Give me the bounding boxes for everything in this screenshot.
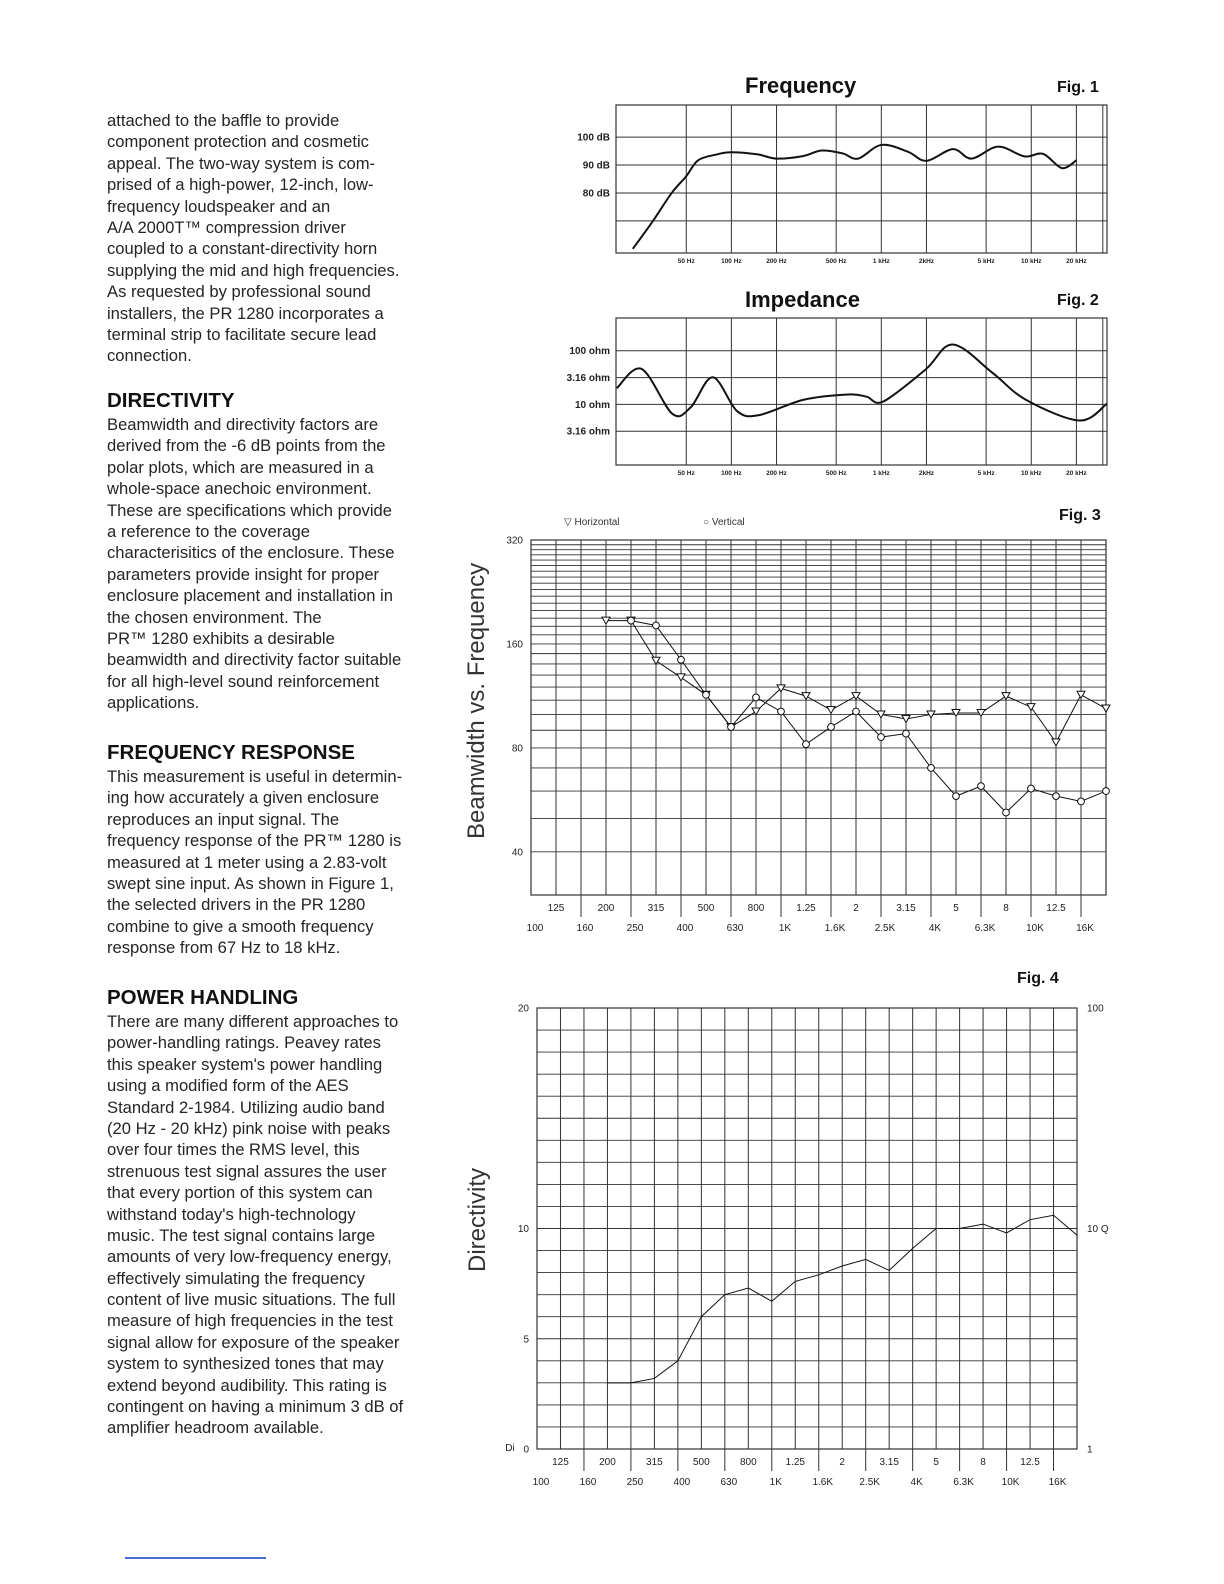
section-body [107,414,447,713]
fig3-plot-frame [531,540,1106,895]
fig3-x-tick-label: 160 [576,923,594,934]
legend-vertical-label: Vertical [711,517,745,528]
fig3-horizontal-point [752,708,760,715]
fig3-vertical-point [728,724,735,731]
fig4-right-tick-label: 10 Q [1087,1224,1109,1235]
text-line: power-handling ratings. Peavey rates [107,1033,381,1053]
text-line: frequency response of the PR™ 1280 is [107,831,402,851]
section-body [107,110,447,367]
legend-horizontal-label: Horizontal [574,517,620,528]
fig3-vertical-point [903,730,910,737]
text-line: beamwidth and directivity factor suitable [107,650,402,670]
fig2-title: Impedance [745,287,860,312]
fig4-x-tick-label: 16K [1048,1477,1067,1488]
section-body [107,1011,447,1439]
fig4-y-tick-label: 20 [517,1003,529,1015]
text-line: response from 67 Hz to 18 kHz. [107,938,341,958]
text-line: applications. [107,693,200,713]
fig3-horizontal-point [802,693,810,700]
fig1-y-tick-label: 90 dB [582,160,610,172]
fig3-vertical-point [878,734,885,741]
text-line: polar plots, which are measured in a [107,457,374,477]
fig3-x-tick-label: 500 [697,903,715,914]
text-line: over four times the RMS level, this [107,1140,360,1160]
fig4-y-tick-label: 10 [517,1224,529,1235]
section-body [107,766,447,959]
fig4-x-tick-label: 630 [720,1477,738,1488]
fig3-y-tick-label: 40 [511,847,523,859]
fig3-vertical-point [953,793,960,800]
fig3-y-tick-label: 160 [506,639,523,651]
fig4-x-tick-label: 2 [839,1457,845,1468]
fig3-label: Fig. 3 [1059,507,1101,524]
fig3-x-tick-label: 200 [597,903,615,914]
text-line: swept sine input. As shown in Figure 1, [107,873,394,893]
text-line: strenuous test signal assures the user [107,1161,387,1181]
fig1-x-tick-label: 10 kHz [1020,258,1042,265]
fig2-label: Fig. 2 [1057,292,1099,309]
fig1-plot-frame [616,105,1107,253]
text-line: connection. [107,346,192,366]
fig3-x-tick-label: 8 [1003,903,1009,914]
text-line: music. The test signal contains large [107,1225,376,1245]
fig3-vertical-point [703,691,710,698]
text-line: using a modified form of the AES [107,1076,349,1096]
fig3-y-tick-label: 80 [511,743,523,755]
fig3-x-tick-label: 12.5 [1046,903,1066,914]
fig2-y-tick-label: 100 ohm [569,346,610,358]
text-line: enclosure placement and installation in [107,586,393,606]
fig4-x-tick-label: 160 [579,1477,597,1488]
fig4-x-tick-label: 1.25 [785,1457,805,1468]
fig2-x-tick-label: 100 Hz [721,470,742,477]
fig3-vertical-point [853,708,860,715]
fig3-vertical-point [753,694,760,701]
fig3-vertical-point [1103,788,1110,795]
text-line: (20 Hz - 20 kHz) pink noise with peaks [107,1118,391,1138]
fig4-x-tick-label: 3.15 [879,1457,899,1468]
fig2-x-tick-label: 5 kHz [977,470,995,477]
fig4-x-tick-label: 8 [980,1457,986,1468]
fig3-vertical-point [1053,793,1060,800]
fig2-x-tick-label: 500 Hz [825,470,847,477]
text-line: for all high-level sound reinforcement [107,671,380,691]
fig3-x-tick-label: 6.3K [974,923,996,934]
fig4-x-tick-label: 500 [693,1457,710,1468]
fig2-x-tick-label: 200 Hz [766,470,787,477]
fig3-x-tick-label: 2.5K [874,923,896,934]
text-line: characterisitics of the enclosure. These [107,543,395,563]
text-line: prised of a high-power, 12-inch, low- [107,175,374,195]
fig3-series-vertical-line [631,621,1106,813]
text-line: this speaker system's power handling [107,1054,383,1074]
fig1-title: Frequency [745,73,857,98]
text-line: extend beyond audibility. This rating is [107,1375,387,1395]
fig3-x-tick-label: 4K [928,923,942,934]
fig3-x-tick-label: 800 [747,903,765,914]
text-line: whole-space anechoic environment. [107,479,372,499]
fig3-x-tick-label: 630 [726,923,744,934]
text-line: This measurement is useful in determin- [107,767,403,786]
fig1-series-line [633,145,1077,249]
fig3-x-tick-label: 315 [647,903,665,914]
text-line: Beamwidth and directivity factors are [107,415,379,434]
fig4-x-tick-label: 800 [739,1457,757,1468]
text-line: system to synthesized tones that may [107,1354,384,1374]
text-line: effectively simulating the frequency [107,1268,365,1288]
fig3-vertical-point [928,765,935,772]
fig3-vertical-point [978,783,985,790]
text-line: PR™ 1280 exhibits a desirable [107,628,335,648]
fig3-x-tick-label: 400 [676,923,694,934]
fig4-x-tick-label: 125 [552,1457,569,1468]
text-line: ing how accurately a given enclosure [107,788,380,808]
text-line: amounts of very low-frequency energy, [107,1247,392,1267]
section-heading: DIRECTIVITY [107,389,235,412]
text-line: There are many different approaches to [107,1012,399,1031]
text-line: These are specifications which provide [107,500,393,520]
fig4-x-tick-label: 200 [599,1457,616,1468]
text-line: parameters provide insight for proper [107,564,380,584]
fig4-x-tick-label: 1K [769,1477,782,1488]
fig1-x-tick-label: 50 Hz [677,258,695,265]
fig3-x-tick-label: 5 [953,903,959,914]
fig4-x-tick-label: 5 [933,1457,939,1468]
fig3-x-tick-label: 250 [626,923,644,934]
fig1-y-tick-label: 100 dB [577,132,610,144]
fig1-x-tick-label: 1 kHz [872,258,890,265]
fig3-x-tick-label: 2 [853,903,859,914]
fig3-vertical-point [1028,785,1035,792]
fig4-x-tick-label: 10K [1001,1477,1020,1488]
fig3-vertical-point [678,656,685,663]
triangle-down-icon: ▽ [564,517,572,528]
fig4-x-tick-label: 1.6K [812,1477,834,1488]
fig2-x-tick-label: 2kHz [918,470,935,477]
fig3-vertical-point [803,741,810,748]
fig4-x-tick-label: 100 [532,1477,550,1488]
fig2-x-tick-label: 1 kHz [872,470,890,477]
fig3-vertical-point [653,622,660,629]
text-line: withstand today's high-technology [107,1204,356,1224]
text-line: the selected drivers in the PR 1280 [107,895,366,915]
fig2-y-tick-label: 10 ohm [574,399,610,411]
fig3-x-tick-label: 1K [778,923,792,934]
text-line: content of live music situations. The full [107,1290,396,1310]
fig3-x-tick-label: 1.25 [796,903,816,914]
text-line: A/A 2000T™ compression driver [107,217,346,237]
fig1-y-tick-label: 80 dB [582,188,610,200]
text-line: coupled to a constant-directivity horn [107,239,378,259]
fig3-x-tick-label: 100 [526,923,544,934]
fig3-horizontal-point [827,707,835,714]
fig1-x-tick-label: 500 Hz [825,258,847,265]
text-line: combine to give a smooth frequency [107,916,374,936]
fig2-x-tick-label: 10 kHz [1020,470,1042,477]
text-line: measured at 1 meter using a 2.83-volt [107,852,387,872]
fig3-x-tick-label: 3.15 [896,903,916,914]
fig4-y-tick-label: 0 [523,1444,529,1456]
fig1-x-tick-label: 100 Hz [721,258,742,265]
text-line: signal allow for exposure of the speaker [107,1332,400,1352]
text-line: amplifier headroom available. [107,1418,324,1438]
text-line: that every portion of this system can [107,1183,373,1203]
fig4-right-tick-label: 1 [1087,1444,1093,1456]
text-line: appeal. The two-way system is com- [107,153,376,173]
text-line: installers, the PR 1280 incorporates a [107,303,384,323]
fig3-horizontal-point [902,716,910,723]
fig1-x-tick-label: 5 kHz [977,258,995,265]
text-line: contingent on having a minimum 3 dB of [107,1397,404,1417]
fig4-x-tick-label: 250 [626,1477,644,1488]
fig3-y-axis-title: Beamwidth vs. Frequency [463,562,490,839]
fig3-x-tick-label: 16K [1076,923,1094,934]
fig4-y-tick-label: 5 [523,1334,529,1346]
fig3-x-tick-label: 10K [1026,923,1044,934]
text-line: supplying the mid and high frequencies. [107,260,400,280]
section-heading: FREQUENCY RESPONSE [107,741,355,764]
fig4-di-label: Di [505,1443,515,1454]
text-line: As requested by professional sound [107,282,371,302]
text-line: derived from the -6 dB points from the [107,436,386,456]
fig2-y-tick-label: 3.16 ohm [566,426,610,438]
text-line: component protection and cosmetic [107,132,369,152]
fig4-y-axis-title: Directivity [464,1168,491,1273]
fig3-y-tick-label: 320 [506,535,523,547]
text-line: terminal strip to facilitate secure lead [107,324,377,344]
fig3-vertical-point [1078,798,1085,805]
fig2-x-tick-label: 50 Hz [677,470,695,477]
fig3-x-tick-label: 1.6K [824,923,846,934]
fig3-x-tick-label: 125 [547,903,565,914]
fig4-label: Fig. 4 [1017,970,1059,987]
text-line: reproduces an input signal. The [107,809,340,829]
fig1-x-tick-label: 200 Hz [766,258,787,265]
fig3-vertical-point [828,724,835,731]
fig4-x-tick-label: 6.3K [953,1477,974,1488]
fig3-horizontal-point [1027,704,1035,711]
circle-icon: ○ [703,517,710,528]
fig2-series-line [617,344,1107,420]
fig1-x-tick-label: 20 kHz [1066,258,1087,265]
fig4-x-tick-label: 400 [673,1477,691,1488]
text-line: attached to the baffle to provide [107,111,340,130]
fig3-horizontal-point [1102,705,1110,712]
fig2-plot-frame [616,318,1107,465]
fig4-x-tick-label: 12.5 [1020,1457,1040,1468]
fig2-y-tick-label: 3.16 ohm [566,373,610,385]
text-line: measure of high frequencies in the test [107,1311,393,1331]
text-line: frequency loudspeaker and an [107,196,331,216]
fig4-x-tick-label: 2.5K [859,1477,880,1488]
fig3-vertical-point [1003,809,1010,816]
fig4-x-tick-label: 315 [646,1457,663,1468]
fig3-vertical-point [628,617,635,624]
fig3-horizontal-point [1052,739,1060,746]
fig4-right-tick-label: 100 [1087,1003,1104,1015]
section-heading: POWER HANDLING [107,986,299,1009]
fig3-vertical-point [778,708,785,715]
fig1-x-tick-label: 2kHz [918,258,935,265]
footer-rule [125,1557,266,1559]
fig3-horizontal-point [1077,691,1085,698]
fig2-x-tick-label: 20 kHz [1066,470,1087,477]
fig1-label: Fig. 1 [1057,79,1099,96]
fig4-x-tick-label: 4K [910,1477,923,1488]
text-line: the chosen environment. The [107,607,322,627]
text-line: Standard 2-1984. Utilizing audio band [107,1097,385,1117]
text-line: a reference to the coverage [107,521,310,541]
